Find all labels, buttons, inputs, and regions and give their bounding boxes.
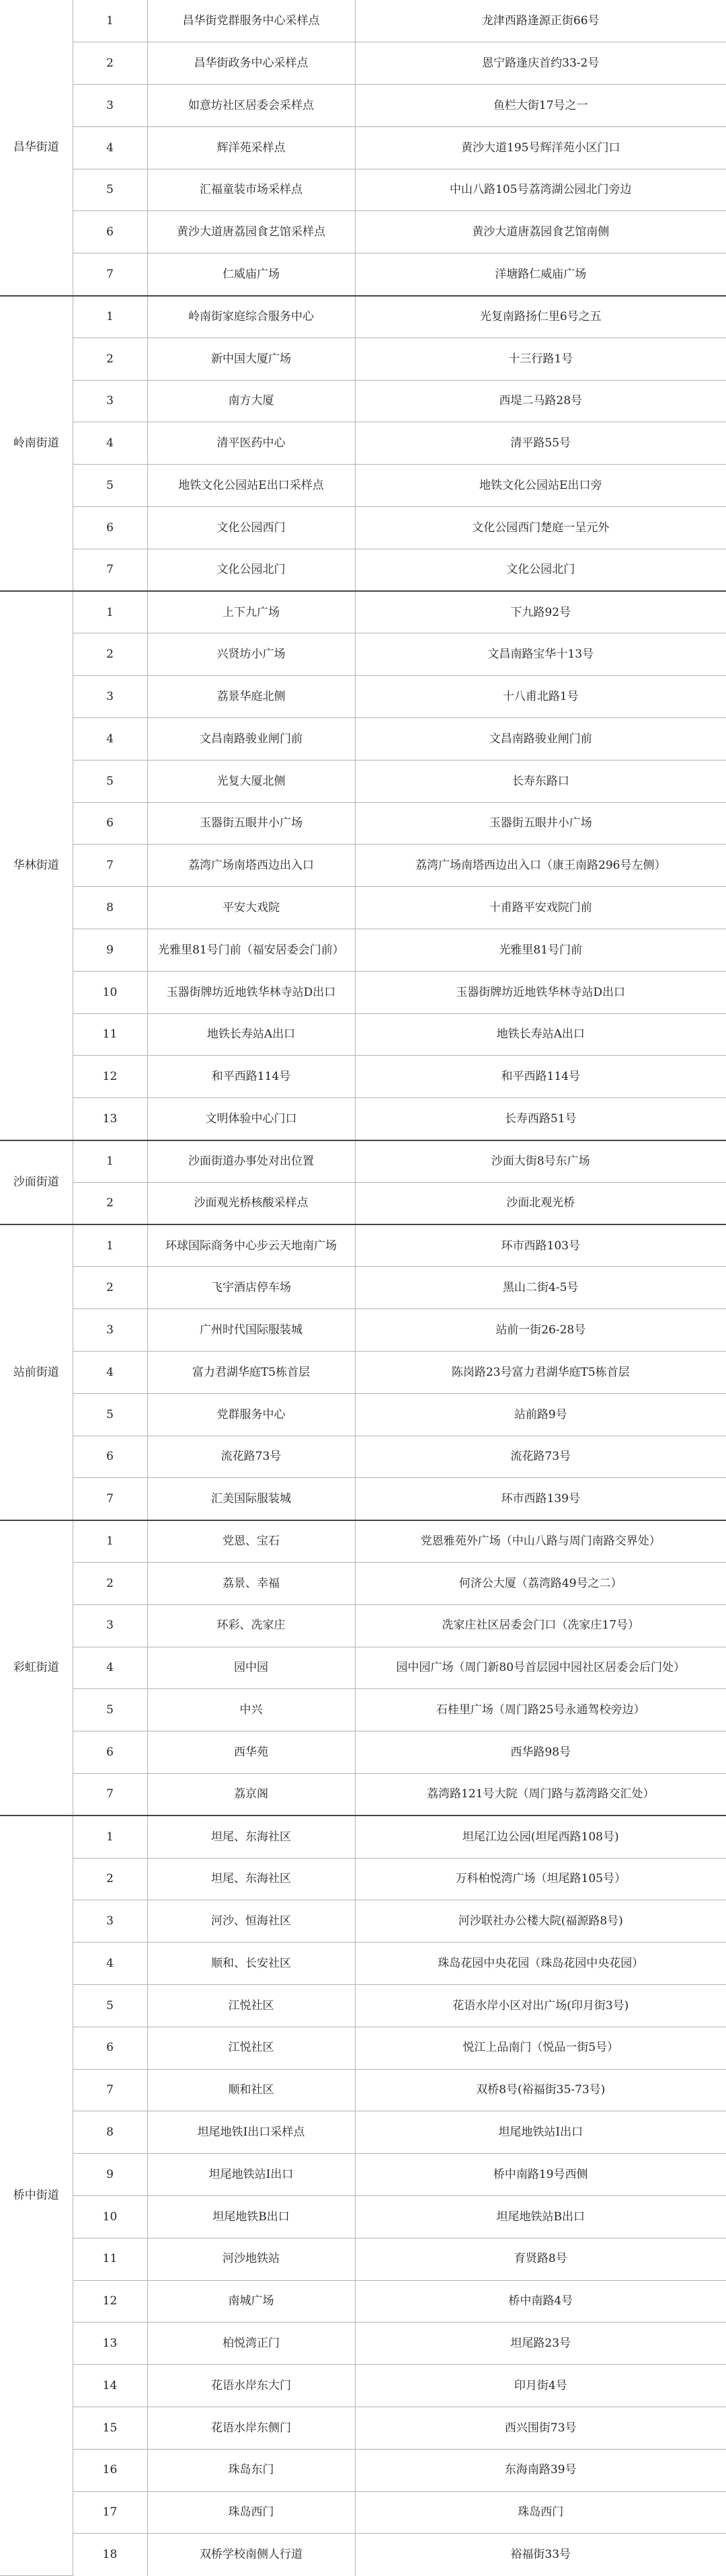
table-row bbox=[0, 2407, 726, 2449]
table-row bbox=[0, 1267, 726, 1309]
street-name-cell: 岭南街道 bbox=[0, 296, 73, 592]
site-address-cell: 环市西路103号 bbox=[355, 1224, 726, 1267]
row-number-cell: 3 bbox=[73, 380, 147, 422]
site-address-cell: 坦尾地铁站B出口 bbox=[355, 2195, 726, 2238]
site-address-cell: 党恩雅苑外广场（中山八路与周门南路交界处） bbox=[355, 1520, 726, 1563]
site-name-cell: 江悦社区 bbox=[147, 1984, 355, 2027]
site-address-cell: 河沙联社办公楼大院(福源路8号) bbox=[355, 1900, 726, 1943]
table-row bbox=[0, 1943, 726, 1985]
table-row bbox=[0, 1731, 726, 1774]
site-address-cell: 荔湾广场南塔西边出入口（康王南路296号左侧） bbox=[355, 845, 726, 887]
site-name-cell: 平安大戏院 bbox=[147, 887, 355, 929]
site-address-cell: 悦江上品南门（悦品一街5号） bbox=[355, 2027, 726, 2069]
table-row bbox=[0, 422, 726, 465]
site-address-cell: 文化公园北门 bbox=[355, 549, 726, 591]
site-address-cell: 裕福街33号 bbox=[355, 2534, 726, 2576]
site-address-cell: 花语水岸小区对出广场(印月街3号) bbox=[355, 1984, 726, 2027]
table-row bbox=[0, 971, 726, 1013]
site-address-cell: 何济公大厦（荔湾路49号之二） bbox=[355, 1562, 726, 1604]
site-address-cell: 地铁长寿站A出口 bbox=[355, 1013, 726, 1056]
table-row bbox=[0, 507, 726, 549]
site-name-cell: 花语水岸东大门 bbox=[147, 2365, 355, 2407]
site-address-cell: 光雅里81号门前 bbox=[355, 929, 726, 972]
row-number-cell: 9 bbox=[73, 929, 147, 972]
site-name-cell: 文化公园西门 bbox=[147, 507, 355, 549]
row-number-cell: 4 bbox=[73, 1352, 147, 1394]
row-number-cell: 6 bbox=[73, 211, 147, 253]
table-row bbox=[0, 2195, 726, 2238]
row-number-cell: 1 bbox=[73, 591, 147, 633]
site-name-cell: 仁威庙广场 bbox=[147, 253, 355, 296]
row-number-cell: 6 bbox=[73, 507, 147, 549]
site-name-cell: 双桥学校南侧人行道 bbox=[147, 2534, 355, 2576]
site-name-cell: 河沙地铁站 bbox=[147, 2238, 355, 2280]
site-name-cell: 黄沙大道唐荔园食艺馆采样点 bbox=[147, 211, 355, 253]
site-name-cell: 文化公园北门 bbox=[147, 549, 355, 591]
row-number-cell: 2 bbox=[73, 42, 147, 85]
street-name-cell: 彩虹街道 bbox=[0, 1520, 73, 1816]
row-number-cell: 2 bbox=[73, 1858, 147, 1900]
site-name-cell: 流花路73号 bbox=[147, 1436, 355, 1478]
site-name-cell: 园中园 bbox=[147, 1647, 355, 1689]
table-row bbox=[0, 633, 726, 676]
table-row bbox=[0, 1013, 726, 1056]
site-address-cell: 桥中南路19号西侧 bbox=[355, 2154, 726, 2196]
row-number-cell: 5 bbox=[73, 1689, 147, 1731]
site-address-cell: 清平路55号 bbox=[355, 422, 726, 465]
row-number-cell: 3 bbox=[73, 1309, 147, 1352]
table-row bbox=[0, 1858, 726, 1900]
row-number-cell: 1 bbox=[73, 1224, 147, 1267]
row-number-cell: 4 bbox=[73, 1647, 147, 1689]
row-number-cell: 11 bbox=[73, 2238, 147, 2280]
site-address-cell: 坦尾江边公园(坦尾西路108号) bbox=[355, 1816, 726, 1858]
row-number-cell: 11 bbox=[73, 1013, 147, 1056]
table-row bbox=[0, 2449, 726, 2491]
table-row bbox=[0, 1393, 726, 1436]
site-address-cell: 陈岗路23号富力君湖华庭T5栋首层 bbox=[355, 1352, 726, 1394]
row-number-cell: 13 bbox=[73, 1098, 147, 1140]
site-address-cell: 中山八路105号荔湾湖公园北门旁边 bbox=[355, 169, 726, 211]
row-number-cell: 6 bbox=[73, 1436, 147, 1478]
site-address-cell: 玉器街五眼井小广场 bbox=[355, 802, 726, 845]
site-name-cell: 地铁文化公园站E出口采样点 bbox=[147, 465, 355, 507]
row-number-cell: 17 bbox=[73, 2491, 147, 2534]
table-row bbox=[0, 2238, 726, 2280]
site-address-cell: 西华路98号 bbox=[355, 1731, 726, 1774]
row-number-cell: 8 bbox=[73, 2111, 147, 2154]
site-address-cell: 沙面北观光桥 bbox=[355, 1182, 726, 1224]
row-number-cell: 16 bbox=[73, 2449, 147, 2491]
row-number-cell: 18 bbox=[73, 2534, 147, 2576]
site-address-cell: 十三行路1号 bbox=[355, 338, 726, 380]
street-name-cell: 昌华街道 bbox=[0, 0, 73, 296]
table-row bbox=[0, 760, 726, 802]
row-number-cell: 10 bbox=[73, 971, 147, 1013]
site-address-cell: 长寿西路51号 bbox=[355, 1098, 726, 1140]
site-address-cell: 洋塘路仁威庙广场 bbox=[355, 253, 726, 296]
row-number-cell: 12 bbox=[73, 1056, 147, 1098]
site-name-cell: 坦尾地铁站I出口 bbox=[147, 2154, 355, 2196]
site-address-cell: 文昌南路骏业闸门前 bbox=[355, 718, 726, 760]
site-address-cell: 环市西路139号 bbox=[355, 1478, 726, 1520]
table-row bbox=[0, 2069, 726, 2111]
site-address-cell: 黄沙大道唐荔园食艺馆南侧 bbox=[355, 211, 726, 253]
site-name-cell: 顺和社区 bbox=[147, 2069, 355, 2111]
site-name-cell: 珠岛西门 bbox=[147, 2491, 355, 2534]
table-row bbox=[0, 887, 726, 929]
table-row bbox=[0, 2323, 726, 2365]
table-row bbox=[0, 2111, 726, 2154]
row-number-cell: 3 bbox=[73, 1604, 147, 1647]
row-number-cell: 12 bbox=[73, 2280, 147, 2323]
row-number-cell: 2 bbox=[73, 1182, 147, 1224]
site-name-cell: 地铁长寿站A出口 bbox=[147, 1013, 355, 1056]
site-name-cell: 荔景华庭北侧 bbox=[147, 676, 355, 718]
row-number-cell: 5 bbox=[73, 465, 147, 507]
row-number-cell: 14 bbox=[73, 2365, 147, 2407]
row-number-cell: 2 bbox=[73, 1267, 147, 1309]
row-number-cell: 7 bbox=[73, 845, 147, 887]
site-name-cell: 荔湾广场南塔西边出入口 bbox=[147, 845, 355, 887]
table-row bbox=[0, 549, 726, 591]
site-name-cell: 西华苑 bbox=[147, 1731, 355, 1774]
table-row bbox=[0, 1352, 726, 1394]
site-name-cell: 河沙、恒海社区 bbox=[147, 1900, 355, 1943]
site-address-cell: 石桂里广场（周门路25号永通驾校旁边） bbox=[355, 1689, 726, 1731]
site-address-cell: 十八甫北路1号 bbox=[355, 676, 726, 718]
row-number-cell: 4 bbox=[73, 422, 147, 465]
site-address-cell: 桥中南路4号 bbox=[355, 2280, 726, 2323]
row-number-cell: 2 bbox=[73, 1562, 147, 1604]
table-row bbox=[0, 1224, 726, 1267]
table-row bbox=[0, 802, 726, 845]
site-name-cell: 光复大厦北侧 bbox=[147, 760, 355, 802]
table-row bbox=[0, 676, 726, 718]
row-number-cell: 1 bbox=[73, 1520, 147, 1563]
site-address-cell: 十甫路平安戏院门前 bbox=[355, 887, 726, 929]
table-row bbox=[0, 169, 726, 211]
site-address-cell: 黄沙大道195号辉洋苑小区门口 bbox=[355, 126, 726, 169]
table-row bbox=[0, 2491, 726, 2534]
site-address-cell: 黑山二街4-5号 bbox=[355, 1267, 726, 1309]
table-row bbox=[0, 929, 726, 972]
site-name-cell: 环彩、冼家庄 bbox=[147, 1604, 355, 1647]
table-row bbox=[0, 1098, 726, 1140]
table-row bbox=[0, 1520, 726, 1563]
table-row bbox=[0, 211, 726, 253]
row-number-cell: 2 bbox=[73, 338, 147, 380]
row-number-cell: 5 bbox=[73, 1393, 147, 1436]
row-number-cell: 1 bbox=[73, 296, 147, 338]
table-row bbox=[0, 1562, 726, 1604]
site-name-cell: 中兴 bbox=[147, 1689, 355, 1731]
row-number-cell: 1 bbox=[73, 1140, 147, 1183]
site-name-cell: 荔景、幸福 bbox=[147, 1562, 355, 1604]
site-address-cell: 流花路73号 bbox=[355, 1436, 726, 1478]
table-row bbox=[0, 1309, 726, 1352]
row-number-cell: 9 bbox=[73, 2154, 147, 2196]
site-address-cell: 坦尾地铁站I出口 bbox=[355, 2111, 726, 2154]
site-name-cell: 文明体验中心门口 bbox=[147, 1098, 355, 1140]
site-address-cell: 龙津西路逢源正街66号 bbox=[355, 0, 726, 42]
street-name-cell: 站前街道 bbox=[0, 1224, 73, 1520]
site-name-cell: 党恩、宝石 bbox=[147, 1520, 355, 1563]
table-row bbox=[0, 718, 726, 760]
table-row bbox=[0, 338, 726, 380]
site-address-cell: 西堤二马路28号 bbox=[355, 380, 726, 422]
site-name-cell: 南城广场 bbox=[147, 2280, 355, 2323]
site-name-cell: 富力君湖华庭T5栋首层 bbox=[147, 1352, 355, 1394]
site-address-cell: 站前路9号 bbox=[355, 1393, 726, 1436]
table-row bbox=[0, 1140, 726, 1183]
site-address-cell: 坦尾路23号 bbox=[355, 2323, 726, 2365]
row-number-cell: 5 bbox=[73, 760, 147, 802]
site-name-cell: 珠岛东门 bbox=[147, 2449, 355, 2491]
row-number-cell: 1 bbox=[73, 0, 147, 42]
table-row bbox=[0, 2365, 726, 2407]
site-address-cell: 珠岛西门 bbox=[355, 2491, 726, 2534]
row-number-cell: 3 bbox=[73, 1900, 147, 1943]
site-name-cell: 汇美国际服装城 bbox=[147, 1478, 355, 1520]
site-name-cell: 顺和、长安社区 bbox=[147, 1943, 355, 1985]
row-number-cell: 2 bbox=[73, 633, 147, 676]
site-address-cell: 冼家庄社区居委会门口（冼家庄17号） bbox=[355, 1604, 726, 1647]
site-address-cell: 光复南路扬仁里6号之五 bbox=[355, 296, 726, 338]
site-name-cell: 坦尾、东海社区 bbox=[147, 1858, 355, 1900]
table-row bbox=[0, 465, 726, 507]
row-number-cell: 15 bbox=[73, 2407, 147, 2449]
site-address-cell: 地铁文化公园站E出口旁 bbox=[355, 465, 726, 507]
site-name-cell: 飞宇酒店停车场 bbox=[147, 1267, 355, 1309]
site-name-cell: 昌华街政务中心采样点 bbox=[147, 42, 355, 85]
site-address-cell: 双桥8号(裕福街35-73号) bbox=[355, 2069, 726, 2111]
table-row bbox=[0, 591, 726, 633]
table-row bbox=[0, 1604, 726, 1647]
row-number-cell: 7 bbox=[73, 2069, 147, 2111]
site-address-cell: 文化公园西门楚庭一呈元外 bbox=[355, 507, 726, 549]
table-row bbox=[0, 380, 726, 422]
table-row bbox=[0, 0, 726, 42]
site-name-cell: 兴贤坊小广场 bbox=[147, 633, 355, 676]
site-name-cell: 江悦社区 bbox=[147, 2027, 355, 2069]
table-row bbox=[0, 2534, 726, 2576]
table-row bbox=[0, 1478, 726, 1520]
table-row bbox=[0, 1984, 726, 2027]
site-name-cell: 党群服务中心 bbox=[147, 1393, 355, 1436]
site-name-cell: 和平西路114号 bbox=[147, 1056, 355, 1098]
site-name-cell: 南方大厦 bbox=[147, 380, 355, 422]
table-row bbox=[0, 2154, 726, 2196]
site-name-cell: 光雅里81号门前（福安居委会门前） bbox=[147, 929, 355, 972]
row-number-cell: 1 bbox=[73, 1816, 147, 1858]
street-name-cell: 桥中街道 bbox=[0, 1816, 73, 2575]
table-row bbox=[0, 42, 726, 85]
street-name-cell: 沙面街道 bbox=[0, 1140, 73, 1225]
row-number-cell: 10 bbox=[73, 2195, 147, 2238]
row-number-cell: 7 bbox=[73, 1773, 147, 1816]
row-number-cell: 4 bbox=[73, 1943, 147, 1985]
site-name-cell: 岭南街家庭综合服务中心 bbox=[147, 296, 355, 338]
row-number-cell: 3 bbox=[73, 85, 147, 127]
site-address-cell: 万科柏悦湾广场（坦尾路105号） bbox=[355, 1858, 726, 1900]
table-row bbox=[0, 296, 726, 338]
site-name-cell: 坦尾地铁I出口采样点 bbox=[147, 2111, 355, 2154]
site-address-cell: 和平西路114号 bbox=[355, 1056, 726, 1098]
site-name-cell: 荔京阁 bbox=[147, 1773, 355, 1816]
row-number-cell: 13 bbox=[73, 2323, 147, 2365]
table-row bbox=[0, 1182, 726, 1224]
site-address-cell: 恩宁路逢庆首约33-2号 bbox=[355, 42, 726, 85]
site-name-cell: 坦尾、东海社区 bbox=[147, 1816, 355, 1858]
site-address-cell: 玉器街牌坊近地铁华林寺站D出口 bbox=[355, 971, 726, 1013]
row-number-cell: 8 bbox=[73, 887, 147, 929]
site-address-cell: 长寿东路口 bbox=[355, 760, 726, 802]
site-name-cell: 昌华街党群服务中心采样点 bbox=[147, 0, 355, 42]
row-number-cell: 4 bbox=[73, 718, 147, 760]
site-name-cell: 上下九广场 bbox=[147, 591, 355, 633]
site-name-cell: 如意坊社区居委会采样点 bbox=[147, 85, 355, 127]
table-row bbox=[0, 126, 726, 169]
site-name-cell: 玉器街牌坊近地铁华林寺站D出口 bbox=[147, 971, 355, 1013]
row-number-cell: 5 bbox=[73, 1984, 147, 2027]
table-row bbox=[0, 1436, 726, 1478]
row-number-cell: 7 bbox=[73, 253, 147, 296]
table-row bbox=[0, 1689, 726, 1731]
table-row bbox=[0, 1773, 726, 1816]
row-number-cell: 7 bbox=[73, 549, 147, 591]
site-name-cell: 玉器街五眼井小广场 bbox=[147, 802, 355, 845]
site-address-cell: 印月街4号 bbox=[355, 2365, 726, 2407]
table-row bbox=[0, 1900, 726, 1943]
table-row bbox=[0, 845, 726, 887]
site-address-cell: 园中园广场（周门新80号首层园中园社区居委会后门处） bbox=[355, 1647, 726, 1689]
row-number-cell: 7 bbox=[73, 1478, 147, 1520]
table-row bbox=[0, 85, 726, 127]
row-number-cell: 4 bbox=[73, 126, 147, 169]
site-address-cell: 西兴围街73号 bbox=[355, 2407, 726, 2449]
street-name-cell: 华林街道 bbox=[0, 591, 73, 1140]
table-row bbox=[0, 1816, 726, 1858]
table-row bbox=[0, 1056, 726, 1098]
site-name-cell: 花语水岸东侧门 bbox=[147, 2407, 355, 2449]
site-address-cell: 东海南路39号 bbox=[355, 2449, 726, 2491]
table-row bbox=[0, 253, 726, 296]
table-row bbox=[0, 1647, 726, 1689]
site-name-cell: 沙面街道办事处对出位置 bbox=[147, 1140, 355, 1183]
site-address-cell: 鱼栏大街17号之一 bbox=[355, 85, 726, 127]
site-address-cell: 下九路92号 bbox=[355, 591, 726, 633]
site-name-cell: 新中国大厦广场 bbox=[147, 338, 355, 380]
table-row bbox=[0, 2280, 726, 2323]
site-name-cell: 环球国际商务中心步云天地南广场 bbox=[147, 1224, 355, 1267]
row-number-cell: 6 bbox=[73, 1731, 147, 1774]
site-address-cell: 站前一街26-28号 bbox=[355, 1309, 726, 1352]
site-name-cell: 汇福童装市场采样点 bbox=[147, 169, 355, 211]
table-row bbox=[0, 2027, 726, 2069]
row-number-cell: 6 bbox=[73, 2027, 147, 2069]
site-name-cell: 柏悦湾正门 bbox=[147, 2323, 355, 2365]
site-address-cell: 文昌南路宝华十13号 bbox=[355, 633, 726, 676]
site-name-cell: 沙面观光桥核酸采样点 bbox=[147, 1182, 355, 1224]
site-name-cell: 广州时代国际服装城 bbox=[147, 1309, 355, 1352]
row-number-cell: 6 bbox=[73, 802, 147, 845]
site-address-cell: 珠岛花园中央花园（珠岛花园中央花园） bbox=[355, 1943, 726, 1985]
row-number-cell: 3 bbox=[73, 676, 147, 718]
site-address-cell: 沙面大街8号东广场 bbox=[355, 1140, 726, 1183]
site-name-cell: 文昌南路骏业闸门前 bbox=[147, 718, 355, 760]
site-address-cell: 荔湾路121号大院（周门路与荔湾路交汇处） bbox=[355, 1773, 726, 1816]
site-name-cell: 清平医药中心 bbox=[147, 422, 355, 465]
site-name-cell: 坦尾地铁B出口 bbox=[147, 2195, 355, 2238]
site-address-cell: 育贤路8号 bbox=[355, 2238, 726, 2280]
row-number-cell: 5 bbox=[73, 169, 147, 211]
site-name-cell: 辉洋苑采样点 bbox=[147, 126, 355, 169]
